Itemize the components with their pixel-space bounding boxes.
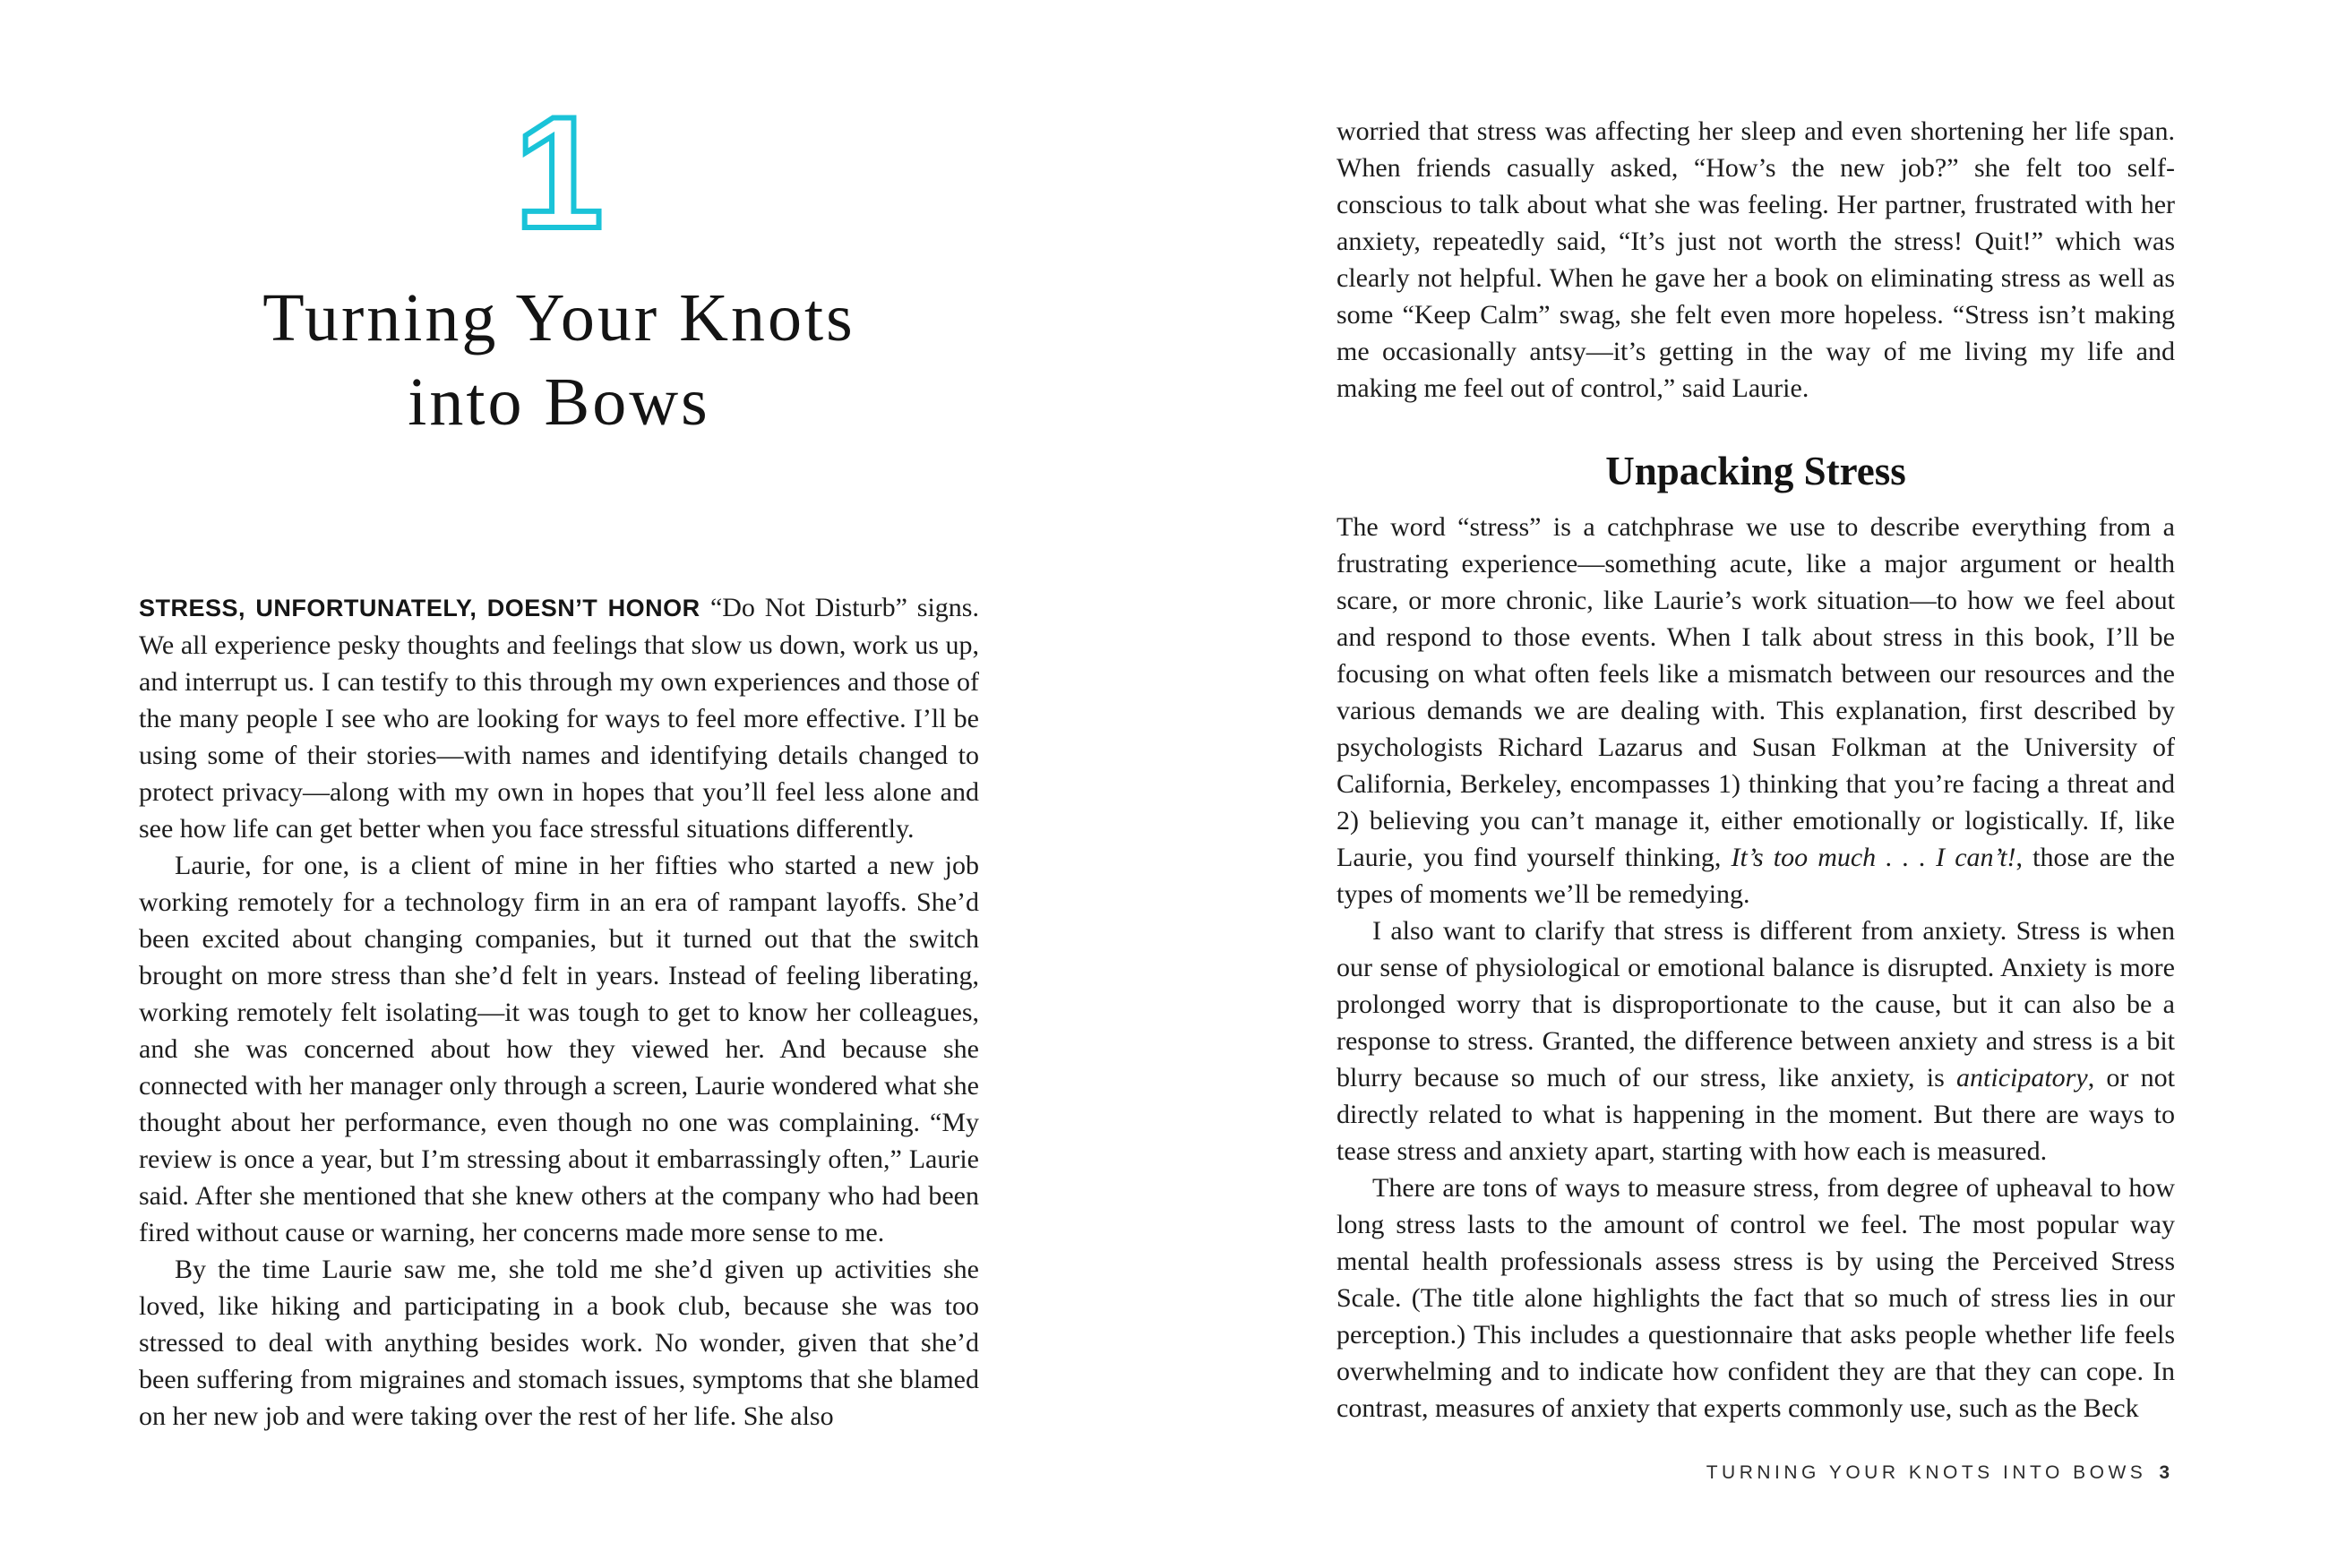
paragraph bbox=[1336, 1170, 2175, 1427]
chapter-number: 1 bbox=[514, 83, 604, 261]
paragraph bbox=[139, 847, 979, 1251]
right-page-continuation-text bbox=[1336, 113, 2175, 407]
running-footer bbox=[1336, 1462, 2170, 1484]
chapter-title bbox=[139, 276, 979, 444]
text-segment-normal: “Do Not Disturb” signs. We all experience pesky thoughts and feelings that slow us down, work us up, and interrupt us. I can testify to this through my own experiences and those of the many people I see who are looking for ways to feel more effective. I’ll be using some of their stories—with names and identifying details changed to protect privacy—along with my own in hopes that you’ll feel less alone and see how life can get better when you face stressful situations differently. bbox=[139, 593, 979, 844]
text-segment-normal: , or not directly related to what is happening in the moment. But there are ways to tease stress and anxiety apart, starting with how each is measured. bbox=[1336, 1063, 2176, 1166]
right-page-section-text bbox=[1336, 509, 2175, 1427]
page-number: 3 bbox=[2159, 1462, 2170, 1483]
text-segment-leadin: STRESS, UNFORTUNATELY, DOESN’T HONOR bbox=[139, 595, 710, 621]
text-segment-normal: Laurie, for one, is a client of mine in her fifties who started a new job working remotely for a technology firm in an era of rampant layoffs. She’d been excited about changing companies, but it turned out that the switch brought on more stress than she’d felt in years. Instead of feeling liberating, working remotely felt isolating—it was tough to get to know her colleagues, and she was concerned about how they viewed her. And because she connected with her manager only through a screen, Laurie wondered what she thought about her performance, even though no one was complaining. “My review is once a year, but I’m stressing about it embarrassingly often,” Laurie said. After she mentioned that she knew others at the company who had been fired without cause or warning, her concerns made more sense to me. bbox=[139, 851, 979, 1247]
left-page-body-text bbox=[139, 589, 979, 1435]
paragraph bbox=[139, 1251, 979, 1435]
text-segment-normal: By the time Laurie saw me, she told me she’d given up activities she loved, like hiking and participating in a book club, because she was too stressed to deal with anything besides work. No wonder, given that she’d been suffering from migraines and stomach issues, symptoms that she blamed on her new job and were taking over the rest of her life. She also bbox=[139, 1255, 979, 1431]
text-segment-normal: I also want to clarify that stress is different from anxiety. Stress is when our sense of physiological or emotional balance is disrupted. Anxiety is more prolonged worry that is disproportionate to the cause, but it can also be a response to stress. Granted, the difference between anxiety and stress is a bit blurry because so much of our stress, like anxiety, is bbox=[1336, 916, 2175, 1092]
chapter-title-line2: into Bows bbox=[408, 364, 710, 440]
paragraph bbox=[1336, 913, 2175, 1170]
section-heading: Unpacking Stress bbox=[1605, 449, 1906, 493]
text-segment-normal: There are tons of ways to measure stress, from degree of upheaval to how long stress lasts to the amount of control we feel. The most popular way mental health professionals assess stress is by using the Perceived Stress Scale. (The title alone highlights the fact that so much of stress lies in our perception.) This includes a questionnaire that asks people whether life feels overwhelming and to indicate how confident they are that they can cope. In contrast, measures of anxiety that experts commonly use, such as the Beck bbox=[1336, 1173, 2175, 1423]
text-segment-normal: worried that stress was affecting her sleep and even shortening her life span. When friends casually asked, “How’s the new job?” she felt too self-conscious to talk about what she was feeling. Her partner, frustrated with her anxiety, repeatedly said, “It’s just not worth the stress! Quit!” which was clearly not helpful. When he gave her a book on eliminating stress as well as some “Keep Calm” swag, she felt even more hopeless. “Stress isn’t making me occasionally antsy—it’s getting in the way of me living my life and making me feel out of control,” said Laurie. bbox=[1336, 116, 2175, 403]
running-head: TURNING YOUR KNOTS INTO BOWS bbox=[1706, 1462, 2147, 1483]
text-segment-normal: , those are the types of moments we’ll be remedying. bbox=[1336, 843, 2175, 909]
paragraph bbox=[139, 589, 979, 847]
text-segment-italic: It’s too much . . . I can’t! bbox=[1731, 843, 2016, 872]
text-segment-normal: The word “stress” is a catchphrase we use to describe everything from a frustrating experience—something acute, like a major argument or health scare, or more chronic, like Laurie’s work situation—to how we feel about and respond to those events. When I talk about stress in this book, I’ll be focusing on what often feels like a mismatch between our resources and the various demands we are dealing with. This explanation, first described by psychologists Richard Lazarus and Susan Folkman at the University of California, Berkeley, encompasses 1) thinking that you’re facing a threat and 2) believing you can’t manage it, either emotionally or logistically. If, like Laurie, you find yourself thinking, bbox=[1336, 512, 2175, 872]
paragraph bbox=[1336, 113, 2175, 407]
paragraph bbox=[1336, 509, 2175, 913]
chapter-title-line1: Turning Your Knots bbox=[262, 280, 855, 356]
text-segment-italic: anticipatory bbox=[1956, 1063, 2088, 1092]
